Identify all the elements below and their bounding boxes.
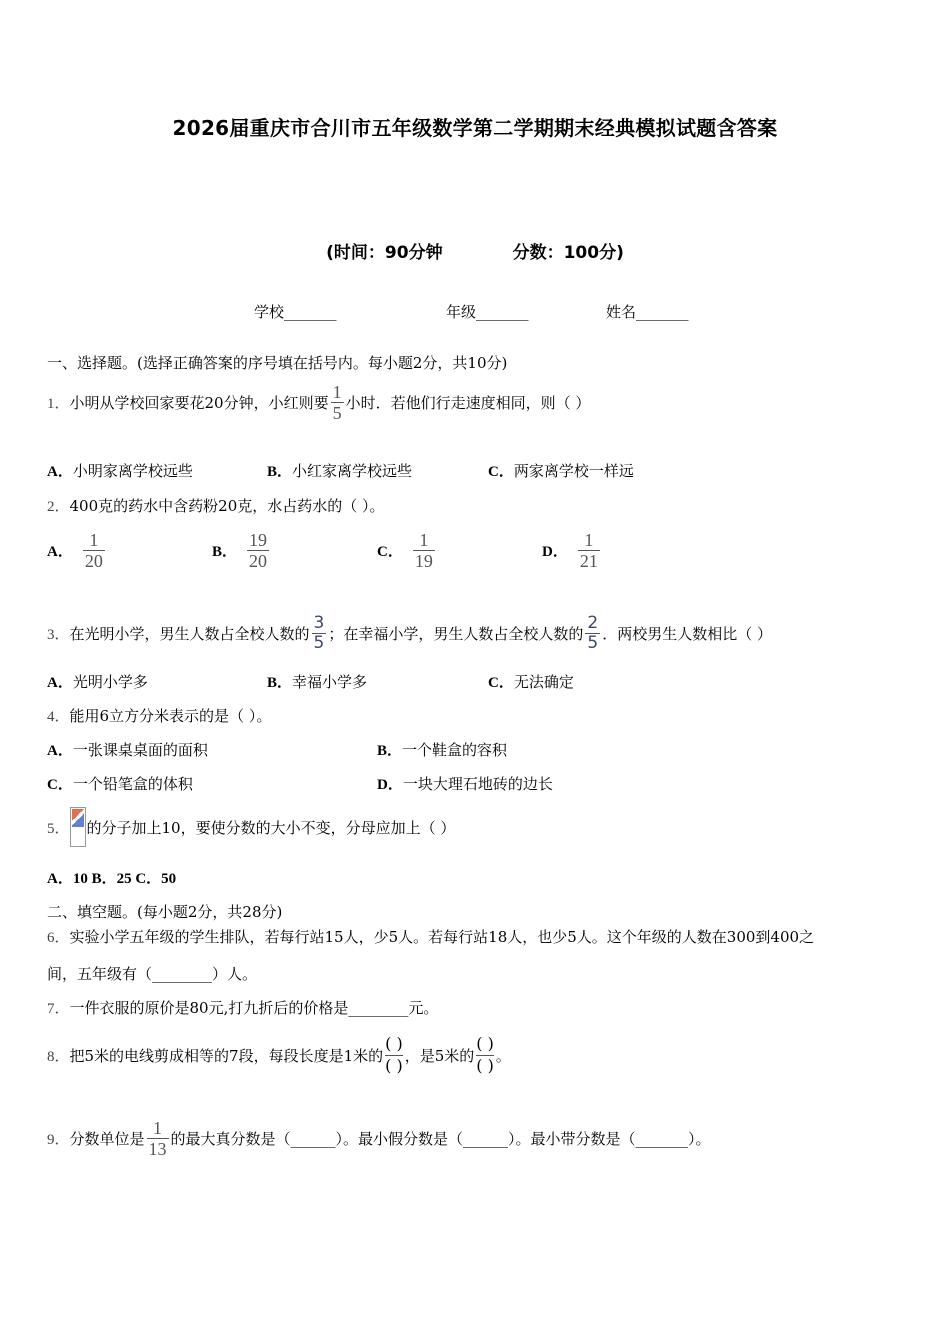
question-text: 的最大真分数是（______）。最小假分数是（______）。最小带分数是（_______）。 xyxy=(170,1129,711,1148)
fraction-blank[interactable]: $\frac{( )}{( )}$ xyxy=(476,1033,494,1075)
grade-field[interactable]: 年级_______ xyxy=(446,303,529,321)
time-info: (时间：90分钟 xyxy=(326,243,443,263)
option-c[interactable]: C．一个铅笔盒的体积 xyxy=(47,775,193,793)
question-text: 。 xyxy=(495,1046,511,1065)
exam-info xyxy=(0,238,950,263)
question-text: 的分子加上10，要使分数的大小不变，分母应加上（ ） xyxy=(86,818,456,837)
score-info: 分数：100分) xyxy=(512,243,624,263)
question-text: 小时．若他们行走速度相同，则（ ） xyxy=(345,393,591,412)
question-text: 小明从学校回家要花20分钟，小红则要 xyxy=(69,393,329,412)
name-field[interactable]: 姓名_______ xyxy=(606,303,689,321)
option-a[interactable]: A． $\frac{1}{20}$ xyxy=(47,529,103,571)
options-line[interactable]: A．10 B．25 C．50 xyxy=(47,871,177,887)
option-a[interactable]: A．一张课桌桌面的面积 xyxy=(47,741,208,759)
option-b[interactable]: B．幸福小学多 xyxy=(267,673,368,691)
option-d[interactable]: D．一块大理石地砖的边长 xyxy=(377,775,553,793)
question-text: 在光明小学，男生人数占全校人数的 xyxy=(69,624,310,643)
question-2 xyxy=(47,495,385,516)
question-text: 400克的药水中含药粉20克，水占药水的（ ）。 xyxy=(69,497,385,515)
question-number: 9． xyxy=(47,1131,70,1148)
option-a[interactable]: A．光明小学多 xyxy=(47,673,148,691)
fraction: $\frac{1}{13}$ xyxy=(148,1117,167,1159)
option-b[interactable]: B． $\frac{19}{20}$ xyxy=(212,529,268,571)
question-number: 4． xyxy=(47,709,70,725)
question-text: ．两校男生人数相比（ ） xyxy=(602,624,772,643)
fraction-blank[interactable]: $\frac{( )}{( )}$ xyxy=(385,1033,403,1075)
fraction: $\frac{1}{5}$ xyxy=(332,381,342,423)
school-field[interactable]: 学校_______ xyxy=(254,303,337,321)
question-5 xyxy=(47,806,455,848)
question-3 xyxy=(47,610,772,656)
option-b[interactable]: B．一个鞋盒的容积 xyxy=(377,741,508,759)
fraction: $\frac{3}{5}$ xyxy=(313,612,325,653)
question-number: 7． xyxy=(47,1001,70,1017)
fraction: $\frac{2}{5}$ xyxy=(587,612,599,653)
question-text: 分数单位是 xyxy=(69,1129,145,1148)
question-number: 8． xyxy=(47,1048,70,1065)
question-1 xyxy=(47,376,590,428)
question-text: ；在幸福小学，男生人数占全校人数的 xyxy=(328,624,584,643)
question-number: 5． xyxy=(47,820,70,837)
option-c[interactable]: C．两家离学校一样远 xyxy=(488,462,634,480)
question-7 xyxy=(47,997,438,1018)
question-number: 6． xyxy=(47,930,70,946)
option-d[interactable]: D． $\frac{1}{21}$ xyxy=(542,529,598,571)
option-c[interactable]: C．无法确定 xyxy=(488,673,574,691)
question-9 xyxy=(47,1112,711,1164)
option-c[interactable]: C． $\frac{1}{19}$ xyxy=(377,529,433,571)
question-number: 3． xyxy=(47,626,70,643)
question-6 xyxy=(47,926,814,947)
question-6-continued: 间，五年级有（________）人。 xyxy=(47,965,258,983)
broken-image-icon xyxy=(70,807,86,847)
question-text: ，是5米的 xyxy=(404,1046,475,1065)
question-text: 一件衣服的原价是80元,打九折后的价格是________元。 xyxy=(69,999,439,1017)
question-4 xyxy=(47,705,271,726)
section-fill-heading: 二、填空题。(每小题2分，共28分) xyxy=(47,903,283,921)
page-title: 2026届重庆市合川市五年级数学第二学期期末经典模拟试题含答案 xyxy=(172,116,778,140)
question-text: 把5米的电线剪成相等的7段，每段长度是1米的 xyxy=(69,1046,384,1065)
option-b[interactable]: B．小红家离学校远些 xyxy=(267,462,413,480)
section-choice-heading: 一、选择题。(选择正确答案的序号填在括号内。每小题2分，共10分) xyxy=(47,354,508,372)
question-text: 能用6立方分米表示的是（ ）。 xyxy=(69,707,272,725)
question-8 xyxy=(47,1026,511,1084)
question-number: 2． xyxy=(47,499,70,515)
question-number: 1． xyxy=(47,395,70,412)
question-text: 实验小学五年级的学生排队，若每行站15人，少5人。若每行站18人，也少5人。这个年级的人数在300到400之 xyxy=(69,928,815,946)
option-a[interactable]: A．小明家离学校远些 xyxy=(47,462,193,480)
